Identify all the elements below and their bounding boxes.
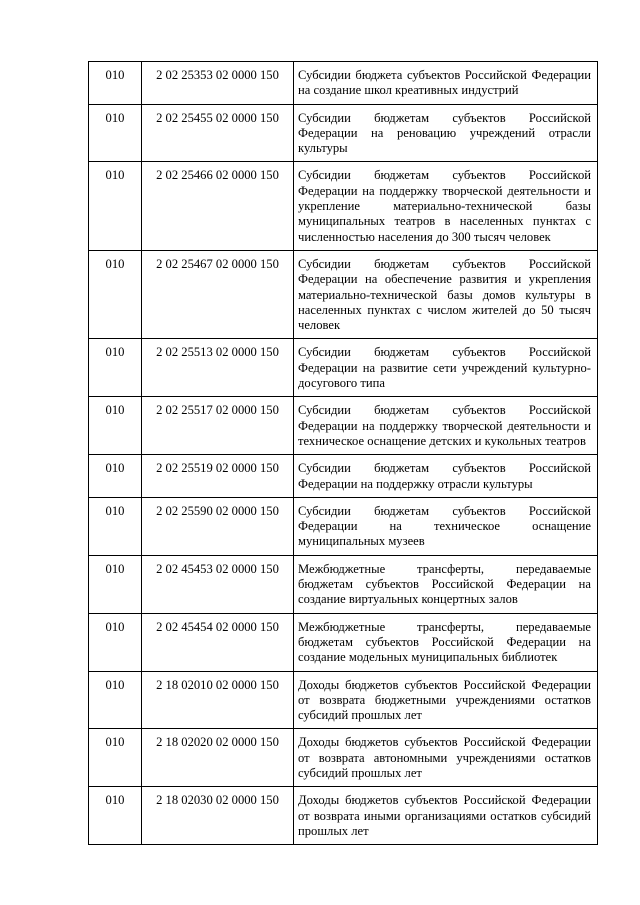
admin-code-cell: 010 [89,671,142,729]
table-row [89,729,598,787]
document-page [88,61,598,845]
admin-code-cell: 010 [89,250,142,338]
classification-code-cell: 2 02 25466 02 0000 150 [142,162,294,250]
table-row [89,250,598,338]
revenue-name-cell: Субсидии бюджета субъектов Российской Федерации на создание школ креативных индустрий [294,62,598,105]
classification-code-cell: 2 02 25513 02 0000 150 [142,339,294,397]
classification-code-cell: 2 02 25353 02 0000 150 [142,62,294,105]
admin-code-cell: 010 [89,729,142,787]
revenue-name-cell: Доходы бюджетов субъектов Российской Федерации от возврата иными организациями остатков субсидий прошлых лет [294,787,598,845]
classification-code-cell: 2 02 45453 02 0000 150 [142,555,294,613]
classification-code-cell: 2 02 25519 02 0000 150 [142,455,294,498]
admin-code-cell: 010 [89,339,142,397]
revenue-name-cell: Доходы бюджетов субъектов Российской Федерации от возврата автономными учреждениями остатков субсидий прошлых лет [294,729,598,787]
classification-code-cell: 2 02 45454 02 0000 150 [142,613,294,671]
admin-code-cell: 010 [89,455,142,498]
table-row [89,104,598,162]
table-row [89,787,598,845]
admin-code-cell: 010 [89,497,142,555]
revenue-name-cell: Межбюджетные трансферты, передаваемые бюджетам субъектов Российской Федерации на создание виртуальных концертных залов [294,555,598,613]
revenue-name-cell: Субсидии бюджетам субъектов Российской Федерации на поддержку творческой деятельности и укрепление материально-технической базы муниципальных театров в населенных пунктах с численностью населения до 300 тысяч человек [294,162,598,250]
admin-code-cell: 010 [89,162,142,250]
table-row [89,62,598,105]
table-row [89,613,598,671]
revenue-name-cell: Субсидии бюджетам субъектов Российской Федерации на поддержку отрасли культуры [294,455,598,498]
classification-code-cell: 2 18 02020 02 0000 150 [142,729,294,787]
admin-code-cell: 010 [89,397,142,455]
classification-code-cell: 2 18 02030 02 0000 150 [142,787,294,845]
table-row [89,455,598,498]
table-row [89,397,598,455]
admin-code-cell: 010 [89,104,142,162]
revenue-name-cell: Субсидии бюджетам субъектов Российской Федерации на поддержку творческой деятельности и техническое оснащение детских и кукольных театров [294,397,598,455]
classification-code-cell: 2 02 25590 02 0000 150 [142,497,294,555]
admin-code-cell: 010 [89,787,142,845]
classification-code-cell: 2 02 25467 02 0000 150 [142,250,294,338]
revenue-name-cell: Субсидии бюджетам субъектов Российской Федерации на техническое оснащение муниципальных музеев [294,497,598,555]
classification-code-cell: 2 02 25455 02 0000 150 [142,104,294,162]
table-row [89,339,598,397]
revenue-name-cell: Субсидии бюджетам субъектов Российской Федерации на развитие сети учреждений культурно-досугового типа [294,339,598,397]
table-body [89,62,598,845]
table-row [89,555,598,613]
table-row [89,162,598,250]
admin-code-cell: 010 [89,555,142,613]
table-row [89,497,598,555]
admin-code-cell: 010 [89,613,142,671]
admin-code-cell: 010 [89,62,142,105]
table-row [89,671,598,729]
revenue-name-cell: Доходы бюджетов субъектов Российской Федерации от возврата бюджетными учреждениями остатков субсидий прошлых лет [294,671,598,729]
revenue-codes-table [88,61,598,845]
classification-code-cell: 2 02 25517 02 0000 150 [142,397,294,455]
revenue-name-cell: Субсидии бюджетам субъектов Российской Федерации на обеспечение развития и укрепления материально-технической базы домов культуры в населенных пунктах с числом жителей до 50 тысяч человек [294,250,598,338]
revenue-name-cell: Субсидии бюджетам субъектов Российской Федерации на реновацию учреждений отрасли культуры [294,104,598,162]
classification-code-cell: 2 18 02010 02 0000 150 [142,671,294,729]
revenue-name-cell: Межбюджетные трансферты, передаваемые бюджетам субъектов Российской Федерации на создание модельных муниципальных библиотек [294,613,598,671]
